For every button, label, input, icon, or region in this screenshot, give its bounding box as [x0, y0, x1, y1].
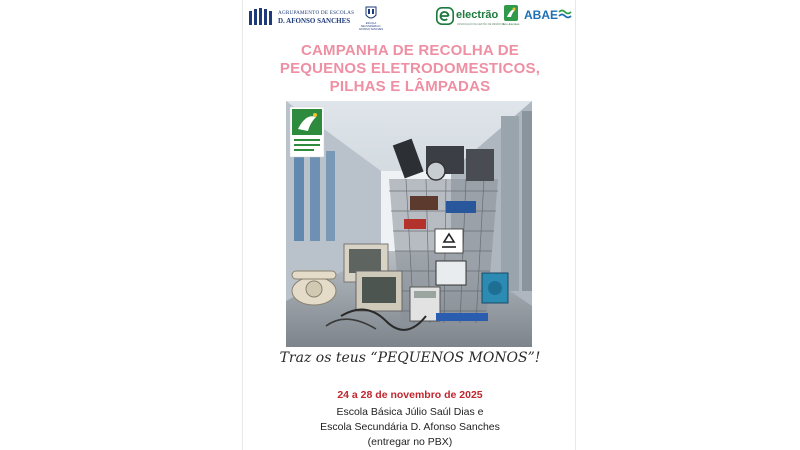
- school-seal-logo: [358, 6, 384, 30]
- agrupamento-columns-icon: [248, 8, 274, 26]
- title-line-2: PEQUENOS ELETRODOMESTICOS,: [279, 60, 541, 77]
- campaign-poster: [242, 0, 576, 450]
- eco-school-badge-icon: [290, 107, 324, 157]
- location-line-1: Escola Básica Júlio Saúl Dias e: [336, 406, 484, 418]
- abae-logo: [524, 6, 574, 24]
- title-line-3: PILHAS E LÂMPADAS: [329, 78, 491, 95]
- ecoescolas-logo: [503, 4, 519, 28]
- school-crest-icon: [364, 6, 378, 21]
- agrupamento-line1: AGRUPAMENTO DE ESCOLAS: [278, 10, 355, 16]
- agrupamento-line2: D. AFONSO SANCHES: [278, 17, 351, 25]
- electrao-name: electrão: [456, 9, 499, 21]
- ewaste-bin-illustration: [286, 101, 532, 347]
- recycle-icon: [435, 229, 463, 253]
- delivery-note: (entregar no PBX): [367, 436, 453, 448]
- campaign-tagline: Traz os teus “PEQUENOS MONOS”!: [279, 350, 541, 366]
- ecoescolas-label: Eco-Escolas: [502, 22, 520, 26]
- ewaste-bin-photo: [286, 101, 532, 347]
- electrao-tagline: ASSOCIAÇÃO DE GESTÃO DE RESÍDUOS: [457, 23, 505, 26]
- campaign-title: [243, 42, 577, 96]
- agrupamento-logo: [248, 6, 363, 28]
- abae-wave-icon: [558, 8, 572, 20]
- title-line-1: CAMPANHA DE RECOLHA DE: [300, 42, 519, 59]
- event-locations: [243, 405, 577, 450]
- event-date: 24 a 28 de novembro de 2025: [337, 389, 483, 401]
- electrao-e-icon: [436, 7, 454, 25]
- school-seal-text: ESCOLA SECUNDÁRIA D. AFONSO SANCHES: [358, 22, 384, 31]
- ecoescolas-flag-icon: [504, 5, 518, 21]
- location-line-2: Escola Secundária D. Afonso Sanches: [320, 421, 500, 433]
- electrao-logo: [436, 6, 505, 28]
- abae-name: ABAE: [524, 8, 559, 22]
